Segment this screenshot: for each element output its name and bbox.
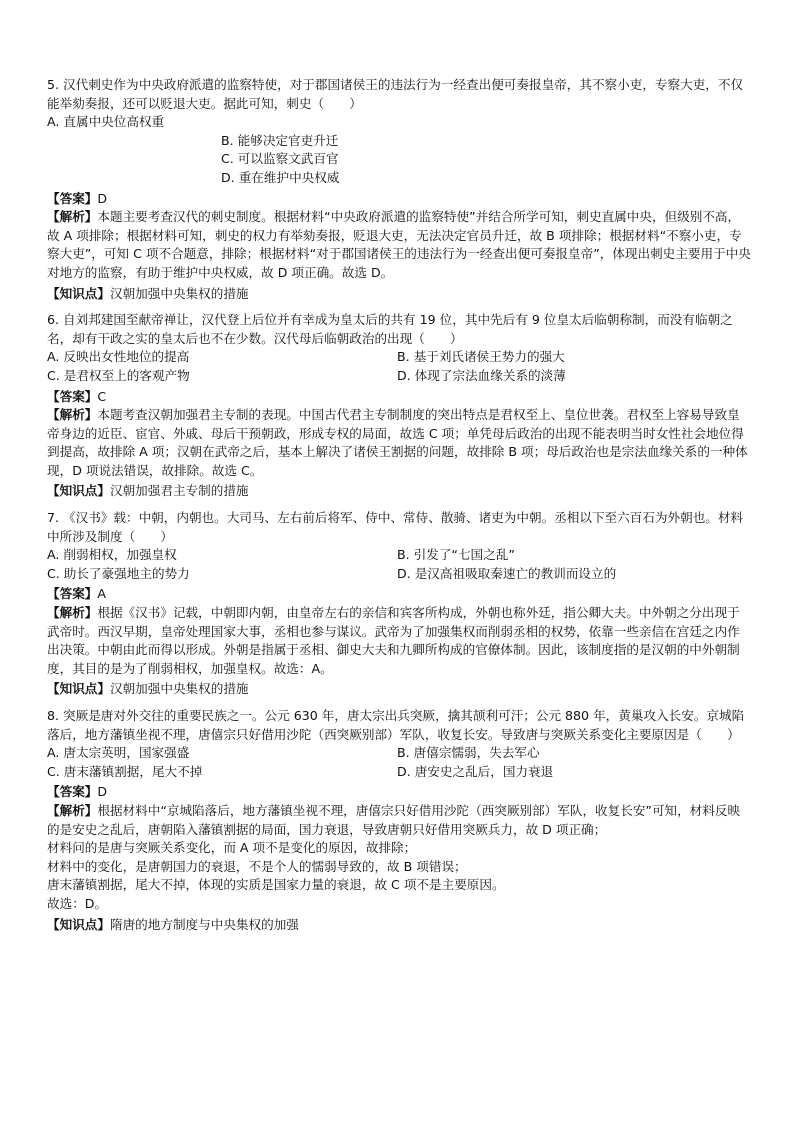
knowledge-point-tag: 【知识点】 (47, 916, 110, 932)
analysis-tag: 【解析】 (47, 802, 98, 818)
option-d: D. 重在维护中央权威 (221, 169, 340, 185)
knowledge-point (47, 916, 752, 935)
question-stem: 8. 突厥是唐对外交往的重要民族之一。公元 630 年，唐太宗出兵突厥，擒其颉利可汗；公元 880 年，黄巢攻入长安。京城陷落后，地方藩镇坐视不理，唐僖宗只好借用沙陀（西突厥别部）军队，收复长安。导致唐与突厥关系变化主要原因是（ ） (47, 708, 745, 742)
analysis-block (47, 406, 752, 480)
option-a: A. 直属中央位高权重 (47, 114, 165, 130)
option-a: A. 削弱相权，加强皇权 (47, 547, 177, 563)
analysis-text: 根据材料中“京城陷落后，地方藩镇坐视不理，唐僖宗只好借用沙陀（西突厥别部）军队，收复长安”可知，材料反映的是安史之乱后，唐朝陷入藩镇割据的局面，国力衰退，导致唐朝只好借用突厥兵力，故 D 项正确； (47, 802, 741, 837)
analysis-tag: 【解析】 (47, 407, 98, 423)
analysis-line: 材料问的是唐与突厥关系变化，而 A 项不是变化的原因，故排除； (47, 840, 417, 856)
knowledge-point-text: 汉朝加强中央集权的措施 (109, 681, 249, 697)
option-c: C. 唐末藩镇割据，尾大不掉 (47, 763, 203, 779)
option-a: A. 反映出女性地位的提高 (47, 349, 190, 365)
answer-line (47, 585, 752, 604)
answer-value: D (97, 784, 108, 800)
knowledge-point (47, 285, 752, 304)
knowledge-point-text: 汉朝加强中央集权的措施 (109, 285, 249, 301)
question-stem: 5. 汉代刺史作为中央政府派遣的监察特使，对于郡国诸侯王的违法行为一经查出便可奏报皇帝，其不察小吏，专察大吏，不仅能举劾奏报，还可以贬退大吏。据此可知，刺史（ ） (47, 77, 744, 111)
answer-line (47, 388, 752, 407)
answer-tag: 【答案】 (47, 190, 98, 206)
knowledge-point-tag: 【知识点】 (47, 285, 110, 301)
analysis-block (47, 604, 752, 678)
question-stem: 7. 《汉书》载：中朝，内朝也。大司马、左右前后将军、侍中、常侍、散骑、诸吏为中朝。丞相以下至六百石为外朝也。材料中所涉及制度（ ） (47, 510, 744, 544)
answer-line (47, 783, 752, 802)
answer-tag: 【答案】 (47, 784, 98, 800)
analysis-tag: 【解析】 (47, 605, 98, 621)
option-b: B. 能够决定官吏升迁 (221, 132, 339, 148)
option-d: D. 是汉高祖吸取秦速亡的教训而设立的 (397, 565, 617, 581)
answer-value: D (97, 190, 108, 206)
option-c: C. 可以监察文武百官 (221, 151, 339, 167)
analysis-text: 本题主要考查汉代的刺史制度。根据材料“中央政府派遣的监察特使”并结合所学可知，刺史直属中央，但级别不高，故 A 项排除；根据材料可知，刺史的权力有举劾奏报，贬退大吏，无法决定官员升迁，故 B 项排除；根据材料“不察小吏，专察大吏”，可知 C 项不合题意，排除；根据材料“对于郡国诸侯王的违法行为一经查出便可奏报皇帝”，体现出刺史主要用于中央对地方的监察，有助于维护中央权威，故 D 项正确。故选 D。 (47, 209, 751, 280)
option-d: D. 唐安史之乱后，国力衰退 (397, 763, 554, 779)
analysis-block (47, 802, 752, 839)
analysis-line: 材料中的变化，是唐朝国力的衰退，不是个人的懦弱导致的，故 B 项错误； (47, 858, 467, 874)
analysis-text: 本题考查汉朝加强君主专制的表现。中国古代君主专制制度的突出特点是君权至上、皇位世袭。君权至上容易导致皇帝身边的近臣、宦官、外戚、母后干预朝政，形成专权的局面，故选 C 项；单凭母后政治的出现不能表明当时女性社会地位得到提高，故排除 A 项；汉朝在武帝之后，基本上解决了诸侯王割据的问题，故排除 B 项；母后政治也是宗法血缘关系的一种体现，D 项说法错误，故排除。故选 C。 (47, 407, 748, 478)
knowledge-point-tag: 【知识点】 (47, 681, 110, 697)
options-grid (47, 546, 752, 583)
analysis-line: 唐末藩镇割据，尾大不掉，体现的实质是国家力量的衰退，故 C 项不是主要原因。 (47, 877, 505, 893)
question-stem: 6. 自刘邦建国至献帝禅让，汉代登上后位并有幸成为皇太后的共有 19 位，其中先后有 9 位皇太后临朝称制，而没有临朝之名，却有干政之实的皇太后也不在少数。汉代母后临朝政治的出现（ ） (47, 312, 733, 346)
knowledge-point-text: 汉朝加强君主专制的措施 (109, 483, 249, 499)
question-7 (47, 509, 752, 699)
options-grid (47, 348, 752, 385)
analysis-block (47, 208, 752, 282)
option-a: A. 唐太宗英明，国家强盛 (47, 745, 190, 761)
option-c: C. 助长了豪强地主的势力 (47, 565, 190, 581)
document-page (47, 76, 752, 934)
option-b: B. 引发了“七国之乱” (397, 547, 515, 563)
knowledge-point (47, 680, 752, 699)
knowledge-point-tag: 【知识点】 (47, 483, 110, 499)
analysis-tag: 【解析】 (47, 209, 98, 225)
question-6 (47, 311, 752, 501)
knowledge-point-text: 隋唐的地方制度与中央集权的加强 (109, 916, 299, 932)
answer-value: C (97, 388, 107, 404)
option-d: D. 体现了宗法血缘关系的淡薄 (397, 367, 566, 383)
answer-value: A (97, 586, 106, 602)
question-8 (47, 707, 752, 934)
option-b: B. 唐僖宗懦弱，失去军心 (397, 745, 540, 761)
answer-tag: 【答案】 (47, 388, 98, 404)
question-5 (47, 76, 752, 303)
analysis-line: 故选：D。 (47, 895, 108, 911)
option-b: B. 基于刘氏诸侯王势力的强大 (397, 349, 565, 365)
answer-tag: 【答案】 (47, 586, 98, 602)
knowledge-point (47, 482, 752, 501)
answer-line (47, 190, 752, 209)
option-c: C. 是君权至上的客观产物 (47, 367, 190, 383)
analysis-text: 根据《汉书》记载，中朝即内朝，由皇帝左右的亲信和宾客所构成，外朝也称外廷，指公卿大夫。中外朝之分出现于武帝时。西汉早期，皇帝处理国家大事，丞相也参与谋议。武帝为了加强集权而削弱丞相的权势，依靠一些亲信在宫廷之内作出决策。中朝由此而得以形成。外朝是指属于丞相、御史大夫和九卿所构成的官僚体制。因此，该制度指的是汉朝的中外朝制度，其目的是为了削弱相权，加强皇权。故选：A。 (47, 605, 740, 676)
options-grid (47, 744, 752, 781)
